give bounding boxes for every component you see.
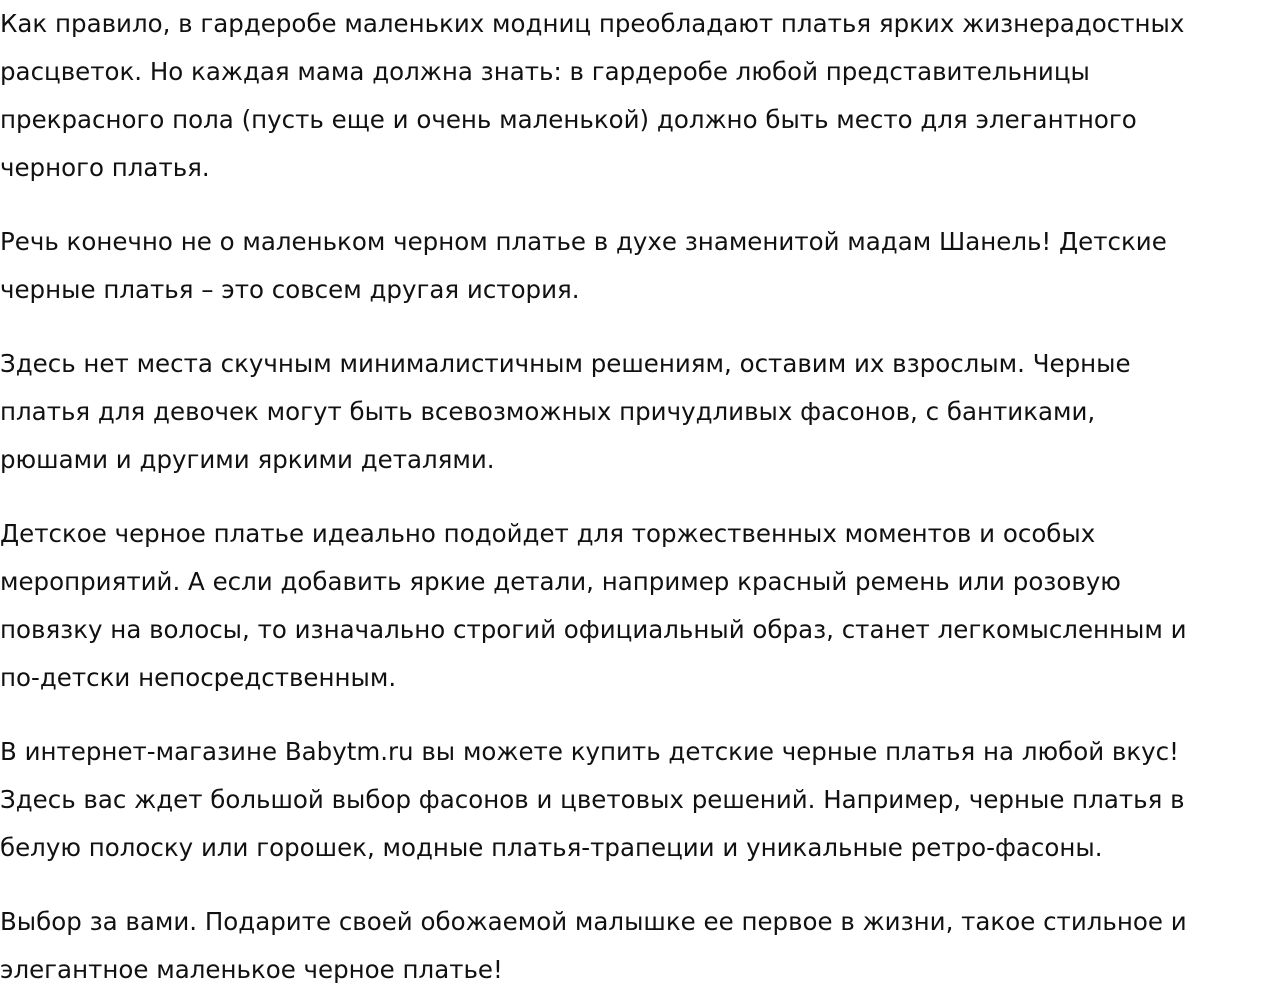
paragraph-line: черные платья – это совсем другая история. bbox=[0, 275, 580, 304]
paragraph-line: расцветок. Но каждая мама должна знать: в гардеробе любой представительницы bbox=[0, 57, 1090, 86]
paragraph-5 bbox=[0, 728, 1262, 872]
paragraph-line: элегантное маленькое черное платье! bbox=[0, 955, 503, 984]
paragraph-6 bbox=[0, 898, 1262, 994]
paragraph-line: В интернет-магазине Babytm.ru вы можете купить детские черные платья на любой вкус! bbox=[0, 737, 1179, 766]
paragraph-line: Выбор за вами. Подарите своей обожаемой малышке ее первое в жизни, такое стильное и bbox=[0, 907, 1187, 936]
paragraph-line: платья для девочек могут быть всевозможных причудливых фасонов, с бантиками, bbox=[0, 397, 1096, 426]
paragraph-line: повязку на волосы, то изначально строгий официальный образ, станет легкомысленным и bbox=[0, 615, 1187, 644]
paragraph-line: белую полоску или горошек, модные платья-трапеции и уникальные ретро-фасоны. bbox=[0, 833, 1103, 862]
paragraph-line: рюшами и другими яркими деталями. bbox=[0, 445, 495, 474]
paragraph-line: Как правило, в гардеробе маленьких модниц преобладают платья ярких жизнерадостных bbox=[0, 9, 1185, 38]
paragraph-3 bbox=[0, 340, 1262, 484]
paragraph-line: Здесь нет места скучным минималистичным решениям, оставим их взрослым. Черные bbox=[0, 349, 1131, 378]
paragraph-2 bbox=[0, 218, 1262, 314]
paragraph-line: черного платья. bbox=[0, 153, 210, 182]
paragraph-line: Речь конечно не о маленьком черном платье в духе знаменитой мадам Шанель! Детские bbox=[0, 227, 1167, 256]
paragraph-line: Здесь вас ждет большой выбор фасонов и цветовых решений. Например, черные платья в bbox=[0, 785, 1185, 814]
paragraph-line: мероприятий. А если добавить яркие детали, например красный ремень или розовую bbox=[0, 567, 1121, 596]
paragraph-line: Детское черное платье идеально подойдет для торжественных моментов и особых bbox=[0, 519, 1096, 548]
paragraph-4 bbox=[0, 510, 1262, 702]
paragraph-1 bbox=[0, 0, 1262, 192]
paragraph-line: прекрасного пола (пусть еще и очень маленькой) должно быть место для элегантного bbox=[0, 105, 1137, 134]
paragraph-line: по-детски непосредственным. bbox=[0, 663, 397, 692]
